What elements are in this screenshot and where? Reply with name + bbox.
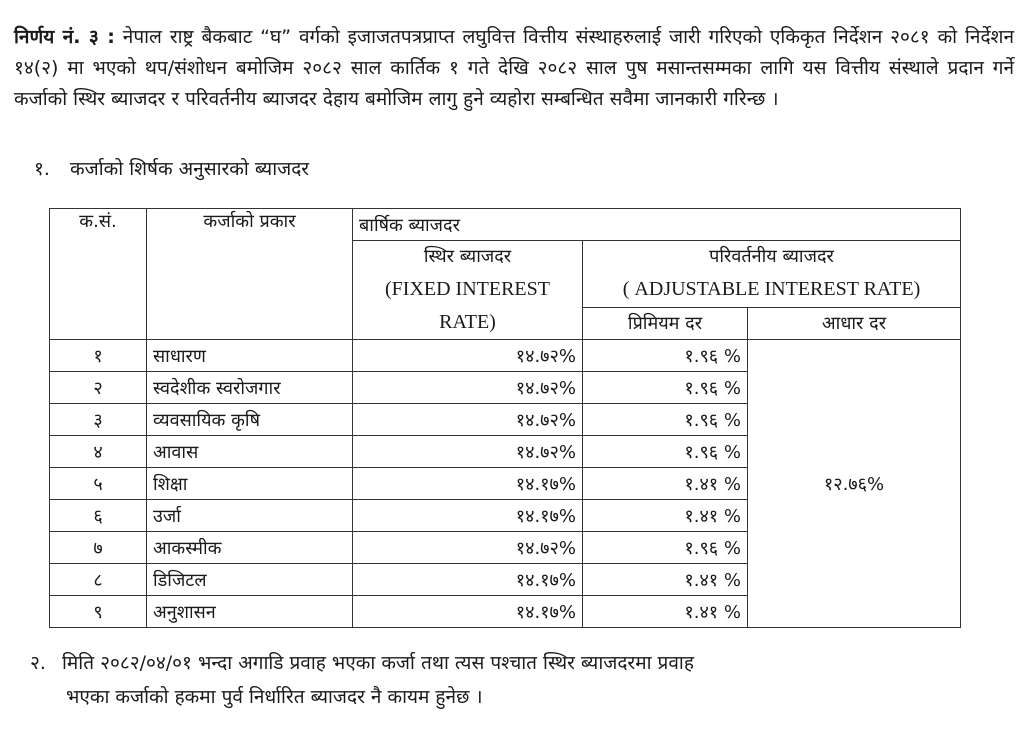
cell-serial: ७ bbox=[50, 532, 147, 564]
cell-premium-rate: १.४१ % bbox=[583, 596, 748, 628]
section-1-title: कर्जाको शिर्षक अनुसारको ब्याजदर bbox=[70, 158, 310, 180]
cell-premium-rate: १.९६ % bbox=[583, 404, 748, 436]
cell-serial: १ bbox=[50, 340, 147, 372]
header-adjustable-en: ( ADJUSTABLE INTEREST RATE) bbox=[622, 278, 921, 301]
cell-premium-rate: १.४१ % bbox=[583, 468, 748, 500]
cell-fixed-rate: १४.१७% bbox=[353, 500, 583, 532]
cell-loan-type: डिजिटल bbox=[147, 564, 353, 596]
cell-loan-type: व्यवसायिक कृषि bbox=[147, 404, 353, 436]
cell-loan-type: अनुशासन bbox=[147, 596, 353, 628]
cell-loan-type: आवास bbox=[147, 436, 353, 468]
header-row-1 bbox=[50, 209, 961, 241]
table-row bbox=[50, 340, 961, 372]
section-2 bbox=[30, 646, 974, 714]
header-loan-type: कर्जाको प्रकार bbox=[147, 209, 353, 340]
cell-serial: ५ bbox=[50, 468, 147, 500]
cell-premium-rate: १.९६ % bbox=[583, 340, 748, 372]
header-fixed-np: स्थिर ब्याजदर bbox=[423, 246, 512, 267]
cell-serial: ९ bbox=[50, 596, 147, 628]
section-2-line-2: भएका कर्जाको हकमा पुर्व निर्धारित ब्याजदर नै कायम हुनेछ । bbox=[66, 686, 483, 708]
cell-premium-rate: १.४१ % bbox=[583, 500, 748, 532]
cell-loan-type: उर्जा bbox=[147, 500, 353, 532]
cell-fixed-rate: १४.७२% bbox=[353, 340, 583, 372]
cell-premium-rate: १.९६ % bbox=[583, 532, 748, 564]
intro-text: नेपाल राष्ट्र बैकबाट “घ” वर्गको इजाजतपत्रप्राप्त लघुवित्त वित्तीय संस्थाहरुलाई जारी गरिएको एकिकृत निर्देशन २०८१ को निर्देशन १४(२) मा भएको थप/संशोधन बमोजिम २०८२ साल कार्तिक १ गते देखि २०८२ साल पुष मसान्तसम्मका लागि यस वित्तीय संस्थाले प्रदान गर्ने कर्जाको स्थिर ब्याजदर र परिवर्तनीय ब्याजदर देहाय बमोजिम लागु हुने व्यहोरा सम्बन्धित सवैमा जानकारी गरिन्छ । bbox=[14, 26, 1014, 110]
cell-serial: ३ bbox=[50, 404, 147, 436]
header-annual-rate: बार्षिक ब्याजदर bbox=[353, 209, 961, 241]
header-adjustable-np: परिवर्तनीय ब्याजदर bbox=[709, 246, 834, 268]
cell-fixed-rate: १४.७२% bbox=[353, 404, 583, 436]
header-fixed-rate bbox=[353, 241, 583, 340]
cell-serial: ६ bbox=[50, 500, 147, 532]
section-1-heading bbox=[34, 154, 309, 184]
cell-fixed-rate: १४.७२% bbox=[353, 372, 583, 404]
cell-premium-rate: १.४१ % bbox=[583, 564, 748, 596]
cell-loan-type: स्वदेशीक स्वरोजगार bbox=[147, 372, 353, 404]
cell-loan-type: साधारण bbox=[147, 340, 353, 372]
header-adjustable-rate bbox=[583, 241, 961, 308]
section-1-number: १. bbox=[34, 158, 50, 180]
header-premium: प्रिमियम दर bbox=[583, 307, 748, 339]
intro-paragraph bbox=[14, 22, 1014, 115]
section-2-number: २. bbox=[30, 652, 46, 674]
header-base: आधार दर bbox=[748, 307, 961, 339]
cell-premium-rate: १.९६ % bbox=[583, 436, 748, 468]
cell-loan-type: आकस्मीक bbox=[147, 532, 353, 564]
cell-fixed-rate: १४.१७% bbox=[353, 468, 583, 500]
decision-number: निर्णय नं. ३ : bbox=[14, 26, 115, 48]
cell-fixed-rate: १४.७२% bbox=[353, 436, 583, 468]
cell-fixed-rate: १४.१७% bbox=[353, 564, 583, 596]
section-2-line-1: मिति २०८२/०४/०१ भन्दा अगाडि प्रवाह भएका कर्जा तथा त्यस पश्चात स्थिर ब्याजदरमा प्रवाह bbox=[62, 652, 694, 674]
cell-fixed-rate: १४.७२% bbox=[353, 532, 583, 564]
header-serial: क.सं. bbox=[50, 209, 147, 340]
interest-rate-table bbox=[49, 208, 961, 628]
cell-loan-type: शिक्षा bbox=[147, 468, 353, 500]
cell-serial: २ bbox=[50, 372, 147, 404]
cell-fixed-rate: १४.१७% bbox=[353, 596, 583, 628]
cell-serial: ८ bbox=[50, 564, 147, 596]
cell-premium-rate: १.९६ % bbox=[583, 372, 748, 404]
header-fixed-en: (FIXED INTEREST RATE) bbox=[385, 278, 550, 333]
cell-base-rate: १२.७६% bbox=[748, 340, 961, 628]
cell-serial: ४ bbox=[50, 436, 147, 468]
